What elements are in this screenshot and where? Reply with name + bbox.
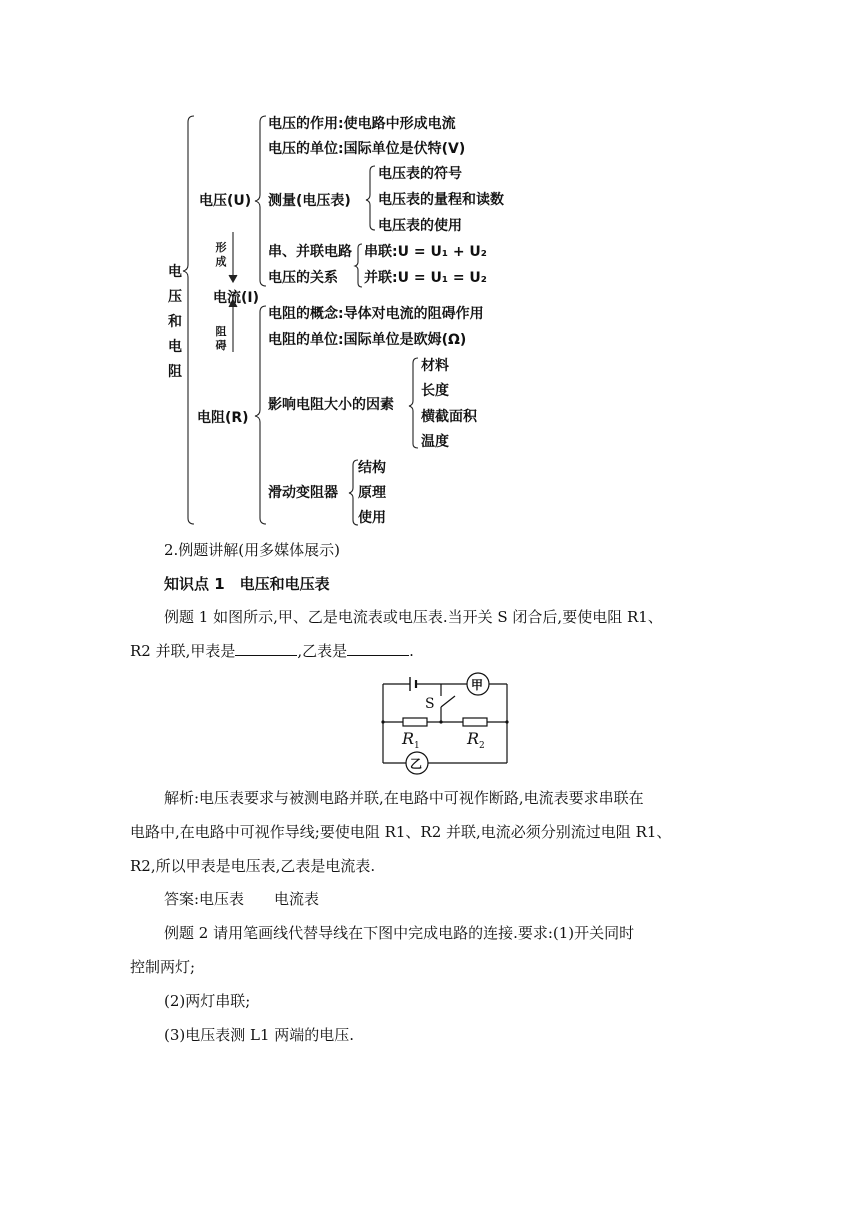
r1-label — [402, 729, 420, 751]
rheostat-principle: 原理 — [358, 485, 386, 501]
meter-a-label: 甲 — [471, 678, 484, 692]
measure-item-symbol: 电压表的符号 — [378, 166, 462, 182]
answer-blank-a — [235, 641, 297, 656]
requirement-3: (3)电压表测 L1 两端的电压. — [164, 1026, 355, 1044]
answer-blank-b — [347, 641, 409, 656]
example2-line2: 控制两灯; — [130, 958, 196, 976]
answer-line: 答案:电压表 电流表 — [164, 890, 320, 908]
analysis-line1: 解析:电压表要求与被测电路并联,在电路中可视作断路,电流表要求串联在 — [164, 789, 644, 807]
parallel-formula: 并联:U = U₁ = U₂ — [364, 270, 487, 286]
resistance-item-rheostat: 滑动变阻器 — [268, 485, 338, 501]
current-node: 电流(I) — [213, 290, 260, 306]
section-heading: 2.例题讲解(用多媒体展示) — [164, 541, 341, 559]
r2-subscript: 2 — [479, 741, 485, 752]
formation-label: 形成 — [215, 241, 227, 268]
analysis-line3: R2,所以甲表是电压表,乙表是电流表. — [130, 857, 376, 875]
factor-length: 长度 — [421, 383, 449, 399]
series-formula: 串联:U = U₁ + U₂ — [364, 244, 487, 260]
measure-item-range: 电压表的量程和读数 — [378, 192, 504, 208]
voltage-node: 电压(U) — [199, 193, 252, 209]
r2-label — [467, 729, 485, 751]
example1-text-a: R2 并联,甲表是 — [130, 642, 236, 660]
rheostat-usage: 使用 — [358, 510, 386, 526]
resistance-item-factors: 影响电阻大小的因素 — [268, 397, 394, 413]
resistance-item-concept: 电阻的概念:导体对电流的阻碍作用 — [268, 306, 484, 322]
example1-line1: 例题 1 如图所示,甲、乙是电流表或电压表.当开关 S 闭合后,要使电阻 R1、 — [164, 608, 663, 626]
measure-item-usage: 电压表的使用 — [378, 218, 462, 234]
requirement-2: (2)两灯串联; — [164, 992, 251, 1010]
rheostat-structure: 结构 — [358, 460, 386, 476]
example1-text-c: . — [409, 642, 414, 660]
meter-b-label: 乙 — [410, 757, 423, 771]
analysis-line2: 电路中,在电路中可视作导线;要使电阻 R1、R2 并联,电流必须分别流过电阻 R1、 — [130, 823, 672, 841]
voltage-item-measure: 测量(电压表) — [268, 193, 351, 209]
example1-text-b: ,乙表是 — [297, 642, 348, 660]
root-label: 电压和电阻 — [168, 264, 182, 380]
voltage-item-relation: 电压的关系 — [268, 270, 338, 286]
example2-line1: 例题 2 请用笔画线代替导线在下图中完成电路的连接.要求:(1)开关同时 — [164, 924, 635, 942]
voltage-item-unit: 电压的单位:国际单位是伏特(V) — [268, 141, 466, 157]
r1-subscript: 1 — [414, 741, 420, 752]
factor-temperature: 温度 — [421, 434, 449, 450]
voltage-item-function: 电压的作用:使电路中形成电流 — [268, 116, 456, 132]
switch-label: S — [425, 696, 435, 712]
knowledge-point-heading: 知识点 1 电压和电压表 — [164, 575, 330, 593]
example1-line2 — [130, 641, 414, 661]
hinder-label: 阻碍 — [215, 325, 227, 352]
factor-material: 材料 — [421, 358, 449, 374]
voltage-item-circuits: 串、并联电路 — [268, 244, 352, 260]
resistance-item-unit: 电阻的单位:国际单位是欧姆(Ω) — [268, 332, 467, 348]
r1-letter: R — [402, 729, 415, 748]
resistance-node: 电阻(R) — [197, 410, 249, 426]
r2-letter: R — [467, 729, 480, 748]
factor-area: 横截面积 — [421, 409, 477, 425]
